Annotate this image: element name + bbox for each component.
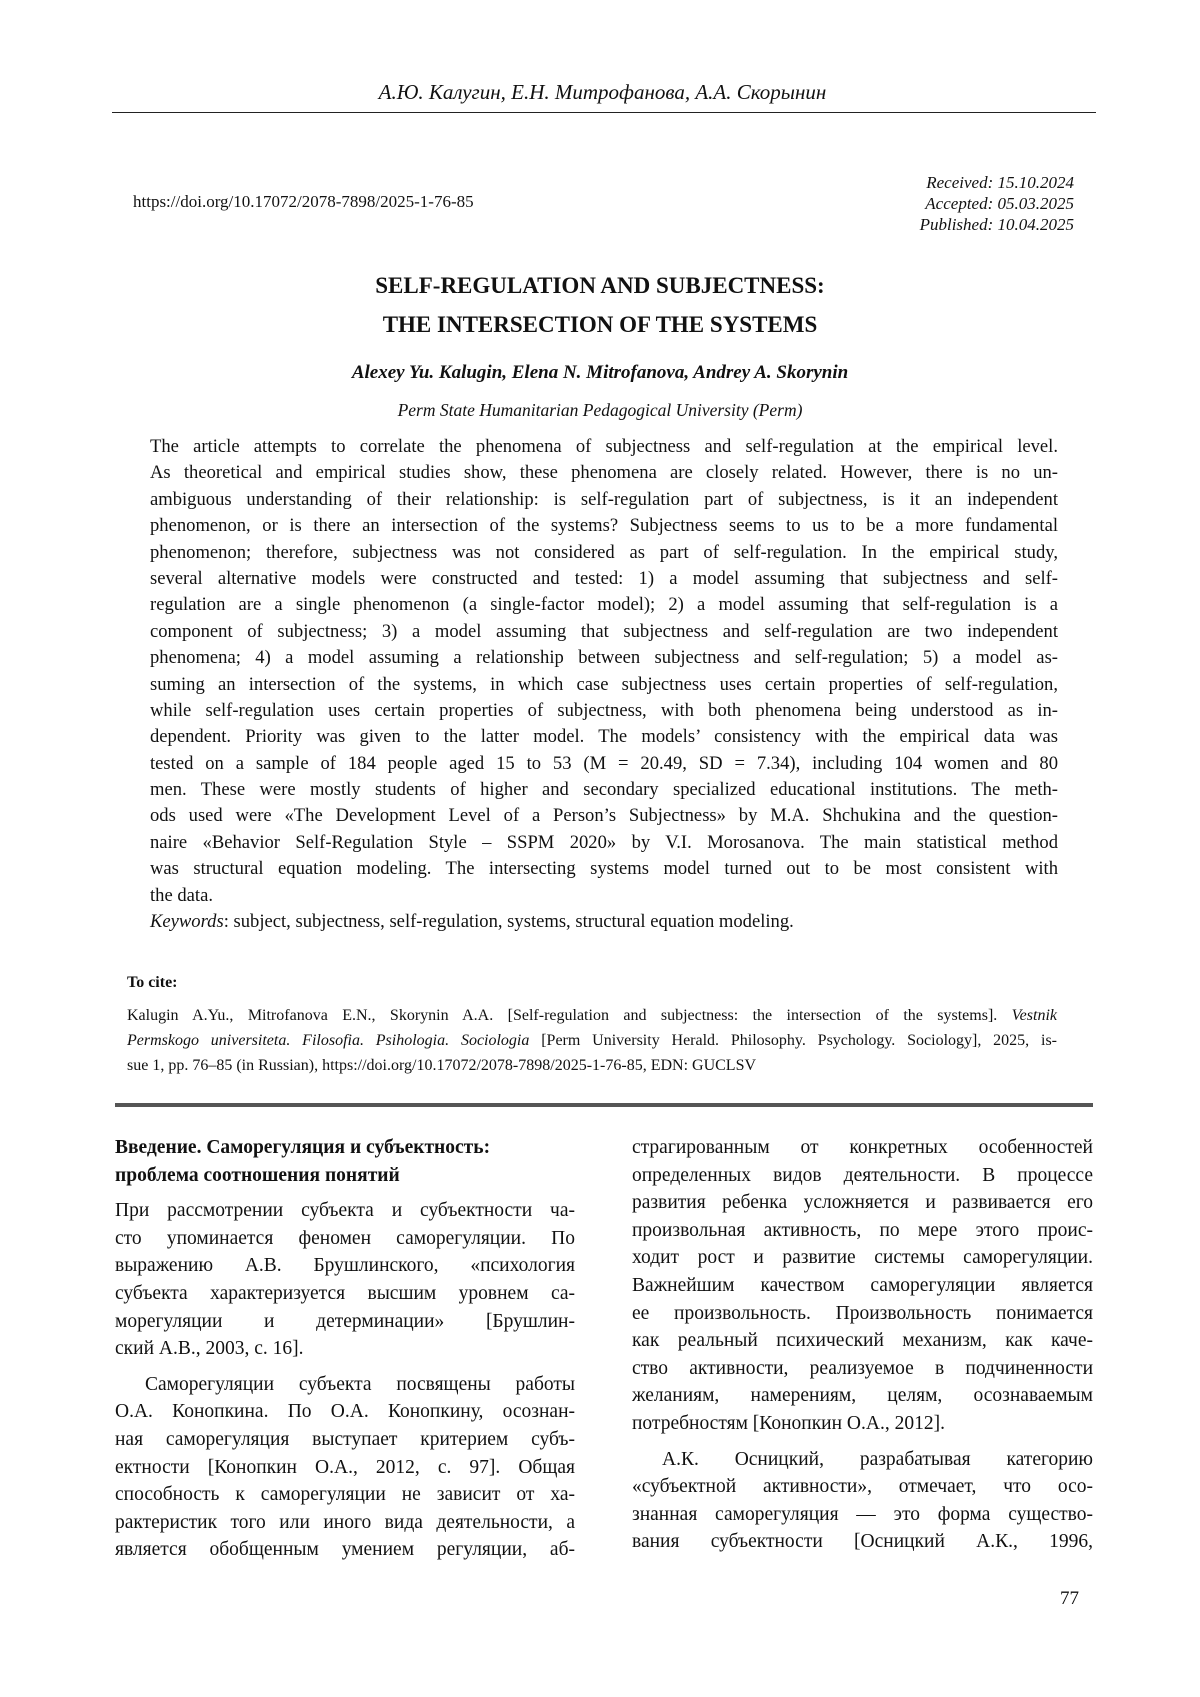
received-date: Received: 15.10.2024	[920, 172, 1074, 193]
abstract-line: ods used were «The Development Level of a Person’s Subjectness» by M.A. Shchukina and the question-	[150, 803, 1058, 829]
body-line: ство активности, реализуемое в подчиненности	[632, 1355, 1093, 1383]
abstract-line: was structural equation modeling. The intersecting systems model turned out to be most consistent with	[150, 856, 1058, 882]
abstract-line: The article attempts to correlate the phenomena of subjectness and self-regulation at the empirical level.	[150, 434, 1058, 460]
body-line: При рассмотрении субъекта и субъектности ча-	[115, 1197, 575, 1225]
body-line: ее произвольность. Произвольность понимается	[632, 1300, 1093, 1328]
keywords-text: : subject, subjectness, self-regulation, systems, structural equation modeling.	[224, 911, 794, 932]
citation-text: Kalugin A.Yu., Mitrofanova E.N., Skorynin A.A. [Self-regulation and subjectness: the intersection of the systems].	[127, 1007, 1012, 1024]
body-line: знанная саморегуляция — это форма существо-	[632, 1501, 1093, 1529]
citation-line: sue 1, pp. 76–85 (in Russian), https://doi.org/10.17072/2078-7898/2025-1-76-85, EDN: GUCLSV	[127, 1053, 1057, 1078]
body-line: ная саморегуляция выступает критерием субъ-	[115, 1426, 575, 1454]
left-column	[115, 1134, 575, 1564]
body-line: страгированным от конкретных особенностей	[632, 1134, 1093, 1162]
abstract-line: naire «Behavior Self-Regulation Style – SSPM 2020» by V.I. Morosanova. The main statistical method	[150, 830, 1058, 856]
header-rule	[112, 112, 1096, 113]
paragraph-gap	[632, 1438, 1093, 1446]
paragraph-gap	[115, 1189, 575, 1197]
keywords-label: Keywords	[150, 911, 224, 932]
body-line: морегуляции и детерминации» [Брушлин-	[115, 1308, 575, 1336]
publication-dates	[920, 172, 1074, 235]
citation-line	[127, 1003, 1057, 1028]
body-line: выражению А.В. Брушлинского, «психология	[115, 1252, 575, 1280]
page-number: 77	[1060, 1588, 1079, 1610]
citation-journal: Vestnik	[1012, 1007, 1057, 1024]
abstract-line: suming an intersection of the systems, in which case subjectness uses certain properties of self-regulation,	[150, 672, 1058, 698]
body-line: желаниям, намерениям, целям, осознаваемым	[632, 1382, 1093, 1410]
paragraph-gap	[115, 1363, 575, 1371]
abstract-line: As theoretical and empirical studies show, these phenomena are closely related. However, there is no un-	[150, 460, 1058, 486]
article-title	[0, 266, 1200, 344]
body-line: ектности [Конопкин О.А., 2012, с. 97]. Общая	[115, 1454, 575, 1482]
body-line: потребностям [Конопкин О.А., 2012].	[632, 1410, 1093, 1438]
body-line: вания субъектности [Осницкий А.К., 1996,	[632, 1528, 1093, 1556]
affiliation: Perm State Humanitarian Pedagogical University (Perm)	[0, 400, 1200, 421]
published-date: Published: 10.04.2025	[920, 214, 1074, 235]
abstract-line: tested on a sample of 184 people aged 15 to 53 (M = 20.49, SD = 7.34), including 104 women and 80	[150, 751, 1058, 777]
body-line: рактеристик того или иного вида деятельности, а	[115, 1509, 575, 1537]
body-line: О.А. Конопкина. По О.А. Конопкину, осознан-	[115, 1398, 575, 1426]
citation-text: [Perm University Herald. Philosophy. Psychology. Sociology], 2025, is-	[529, 1032, 1057, 1049]
abstract-line: phenomena; 4) a model assuming a relationship between subjectness and self-regulation; 5) a model as-	[150, 645, 1058, 671]
keywords	[150, 909, 1058, 935]
abstract-body	[150, 434, 1058, 909]
abstract	[150, 434, 1058, 935]
body-line: развития ребенка усложняется и развивается его	[632, 1189, 1093, 1217]
body-line: «субъектной активности», отмечает, что осо-	[632, 1473, 1093, 1501]
accepted-date: Accepted: 05.03.2025	[920, 193, 1074, 214]
title-line: SELF-REGULATION AND SUBJECTNESS:	[0, 266, 1200, 305]
body-line: Саморегуляции субъекта посвящены работы	[115, 1371, 575, 1399]
body-line: А.К. Осницкий, разрабатывая категорию	[632, 1446, 1093, 1474]
body-line: является обобщенным умением регуляции, аб-	[115, 1536, 575, 1564]
abstract-line: dependent. Priority was given to the latter model. The models’ consistency with the empirical data was	[150, 724, 1058, 750]
abstract-line: men. These were mostly students of higher and secondary specialized educational institutions. The meth-	[150, 777, 1058, 803]
abstract-line: phenomenon, or is there an intersection of the systems? Subjectness seems to us to be a more fundamental	[150, 513, 1058, 539]
authors: Alexey Yu. Kalugin, Elena N. Mitrofanova, Andrey A. Skorynin	[0, 362, 1200, 384]
body-line: Важнейшим качеством саморегуляции является	[632, 1272, 1093, 1300]
section-heading: Введение. Саморегуляция и субъектность:	[115, 1134, 575, 1162]
abstract-line: while self-regulation uses certain properties of subjectness, with both phenomena being understood as in-	[150, 698, 1058, 724]
title-line: THE INTERSECTION OF THE SYSTEMS	[0, 305, 1200, 344]
body-line: как реальный психический механизм, как каче-	[632, 1327, 1093, 1355]
abstract-line: the data.	[150, 883, 1058, 909]
cite-heading: To cite:	[127, 974, 178, 992]
abstract-line: ambiguous understanding of their relationship: is self-regulation part of subjectness, is it an independent	[150, 487, 1058, 513]
doi-link[interactable]: https://doi.org/10.17072/2078-7898/2025-1-76-85	[133, 192, 474, 212]
body-line: субъекта характеризуется высшим уровнем са-	[115, 1280, 575, 1308]
abstract-line: component of subjectness; 3) a model assuming that subjectness and self-regulation are two independent	[150, 619, 1058, 645]
citation-journal: Permskogo universiteta. Filosofia. Psihologia. Sociologia	[127, 1032, 529, 1049]
body-line: сто упоминается феномен саморегуляции. По	[115, 1225, 575, 1253]
abstract-line: regulation are a single phenomenon (a single-factor model); 2) a model assuming that self-regulation is a	[150, 592, 1058, 618]
section-heading: проблема соотношения понятий	[115, 1162, 575, 1190]
right-column	[632, 1134, 1093, 1556]
citation	[127, 1003, 1057, 1078]
body-line: ский А.В., 2003, с. 16].	[115, 1335, 575, 1363]
body-line: определенных видов деятельности. В процессе	[632, 1162, 1093, 1190]
body-line: произвольная активность, по мере этого проис-	[632, 1217, 1093, 1245]
body-line: ходит рост и развитие системы саморегуляции.	[632, 1244, 1093, 1272]
abstract-line: several alternative models were constructed and tested: 1) a model assuming that subjectness and self-	[150, 566, 1058, 592]
section-divider	[115, 1103, 1093, 1107]
citation-line	[127, 1028, 1057, 1053]
running-head-authors: А.Ю. Калугин, Е.Н. Митрофанова, А.А. Скорынин	[115, 80, 1090, 105]
abstract-line: phenomenon; therefore, subjectness was not considered as part of self-regulation. In the empirical study,	[150, 540, 1058, 566]
body-line: способность к саморегуляции не зависит от ха-	[115, 1481, 575, 1509]
